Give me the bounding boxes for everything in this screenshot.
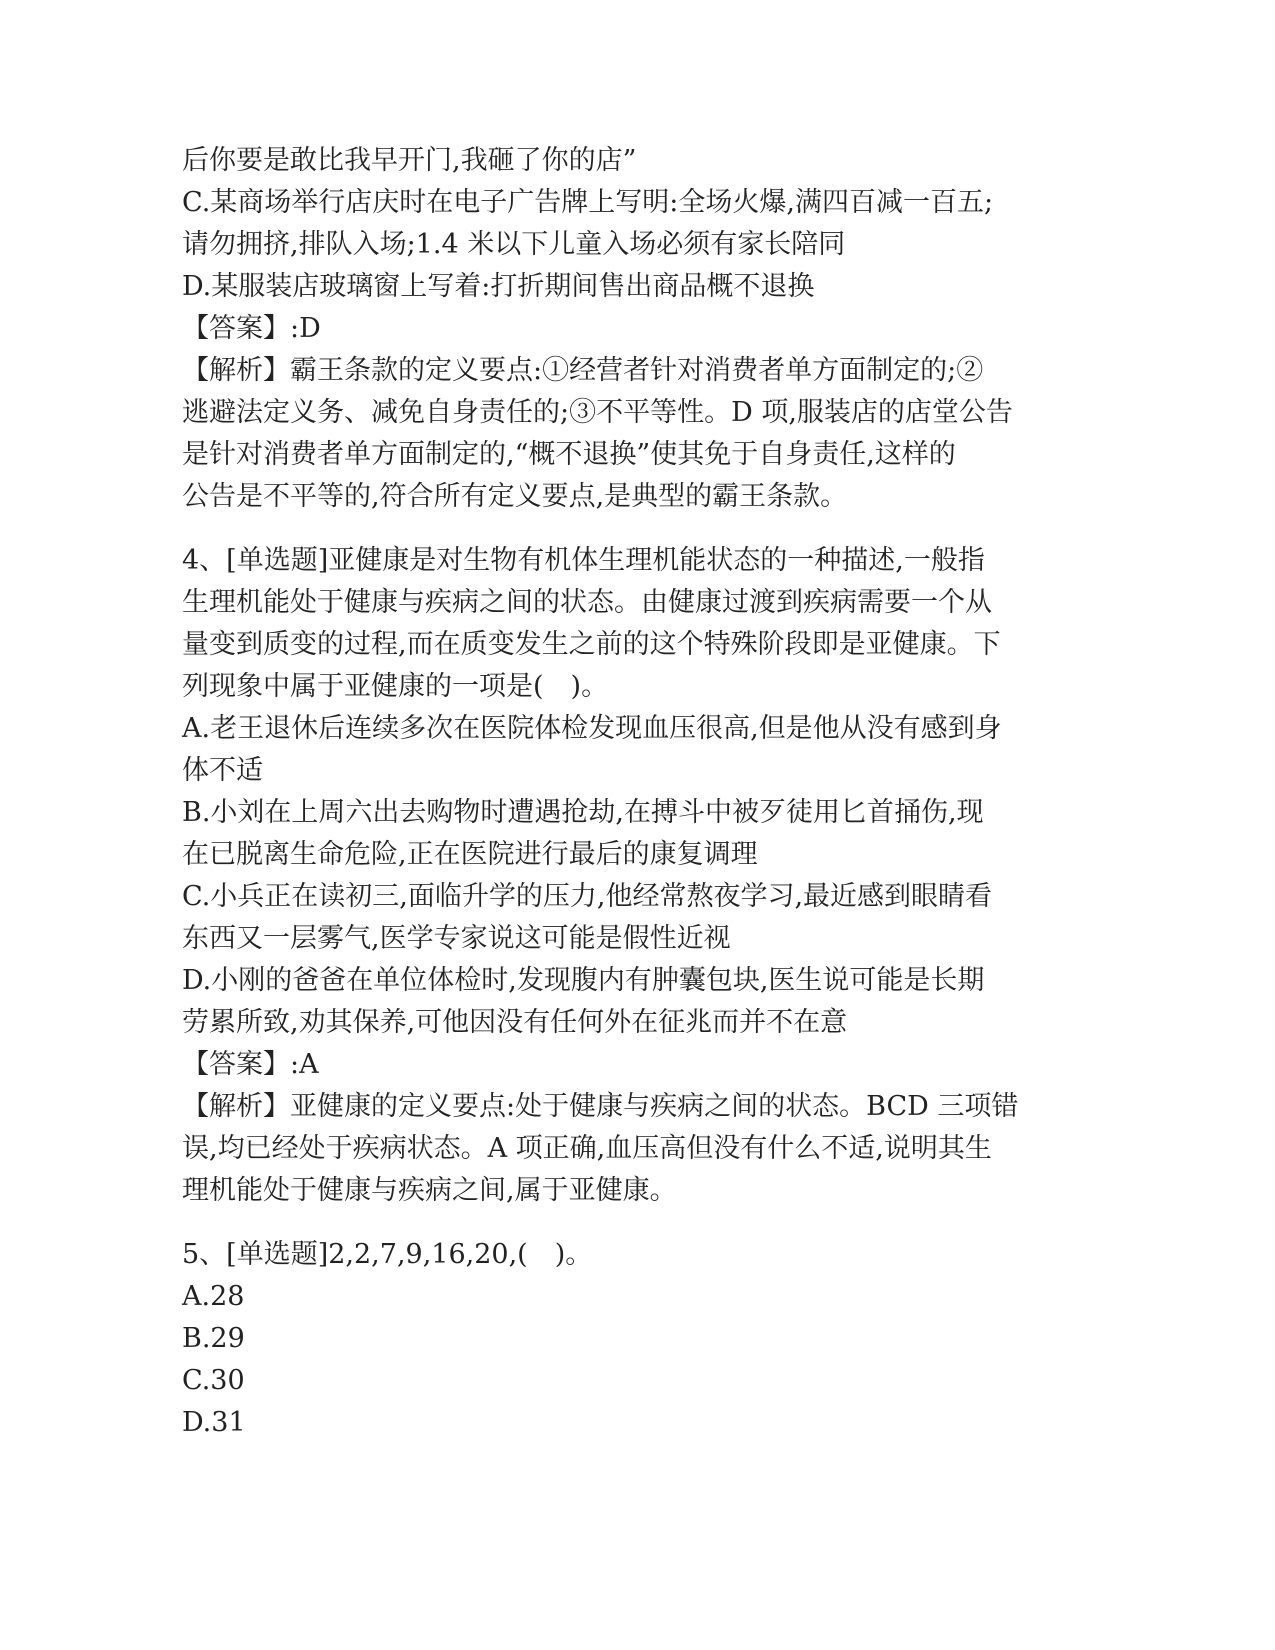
analysis-line: 理机能处于健康与疾病之间,属于亚健康。 — [182, 1175, 677, 1206]
question-spacer — [182, 518, 1062, 540]
option-c: C.30 — [182, 1365, 245, 1396]
document-page — [182, 140, 1062, 1444]
option-c — [182, 182, 1062, 266]
option-b: B.29 — [182, 1323, 245, 1354]
analysis-line: 逃避法定义务、减免自身责任的;③不平等性。D 项,服装店的店堂公告 — [182, 397, 1013, 428]
analysis-line: 是针对消费者单方面制定的,“概不退换”使其免于自身责任,这样的 — [182, 439, 956, 470]
option-d — [182, 266, 1062, 308]
option-line: 在已脱离生命危险,正在医院进行最后的康复调理 — [182, 839, 758, 870]
question-stem: 5、[单选题]2,2,7,9,16,20,( )。 — [182, 1239, 593, 1270]
answer: 【答案】:A — [182, 1049, 319, 1080]
analysis — [182, 350, 1062, 518]
stem-line: 列现象中属于亚健康的一项是( )。 — [182, 671, 609, 702]
stem-line: 生理机能处于健康与疾病之间的状态。由健康过渡到疾病需要一个从 — [182, 587, 992, 618]
option-line: 体不适 — [182, 755, 263, 786]
option-line: B.小刘在上周六出去购物时遭遇抢劫,在搏斗中被歹徒用匕首捅伤,现 — [182, 797, 984, 828]
analysis — [182, 1086, 1062, 1212]
option-line: A.老王退休后连续多次在医院体检发现血压很高,但是他从没有感到身 — [182, 713, 1002, 744]
analysis-line: 误,均已经处于疾病状态。A 项正确,血压高但没有什么不适,说明其生 — [182, 1133, 992, 1164]
stem-line: 量变到质变的过程,而在质变发生之前的这个特殊阶段即是亚健康。下 — [182, 629, 1001, 660]
option-line: 劳累所致,劝其保养,可他因没有任何外在征兆而并不在意 — [182, 1007, 848, 1038]
option-line: C.某商场举行店庆时在电子广告牌上写明:全场火爆,满四百减一百五; — [182, 187, 994, 218]
analysis-line: 公告是不平等的,符合所有定义要点,是典型的霸王条款。 — [182, 481, 848, 512]
option-line: 请勿拥挤,排队入场;1.4 米以下儿童入场必须有家长陪同 — [182, 229, 846, 260]
analysis-line: 【解析】亚健康的定义要点:处于健康与疾病之间的状态。BCD 三项错 — [182, 1091, 1019, 1122]
option-c — [182, 876, 1062, 960]
option-line: D.某服装店玻璃窗上写着:打折期间售出商品概不退换 — [182, 271, 815, 302]
stem-line: 后你要是敢比我早开门,我砸了你的店” — [182, 145, 637, 176]
option-line: 东西又一层雾气,医学专家说这可能是假性近视 — [182, 923, 731, 954]
question-stem — [182, 540, 1062, 708]
option-a: A.28 — [182, 1281, 245, 1312]
option-line: D.小刚的爸爸在单位体检时,发现腹内有肿囊包块,医生说可能是长期 — [182, 965, 985, 996]
question-3-continuation — [182, 140, 1062, 518]
stem-line: 4、[单选题]亚健康是对生物有机体生理机能状态的一种描述,一般指 — [182, 545, 985, 576]
answer: 【答案】:D — [182, 313, 321, 344]
analysis-line: 【解析】霸王条款的定义要点:①经营者针对消费者单方面制定的;② — [182, 355, 984, 386]
option-d — [182, 960, 1062, 1044]
question-spacer — [182, 1212, 1062, 1234]
option-line: C.小兵正在读初三,面临升学的压力,他经常熬夜学习,最近感到眼睛看 — [182, 881, 993, 912]
question-4 — [182, 540, 1062, 1212]
question-5 — [182, 1234, 1062, 1444]
option-a — [182, 708, 1062, 792]
option-b — [182, 792, 1062, 876]
option-d: D.31 — [182, 1407, 246, 1438]
